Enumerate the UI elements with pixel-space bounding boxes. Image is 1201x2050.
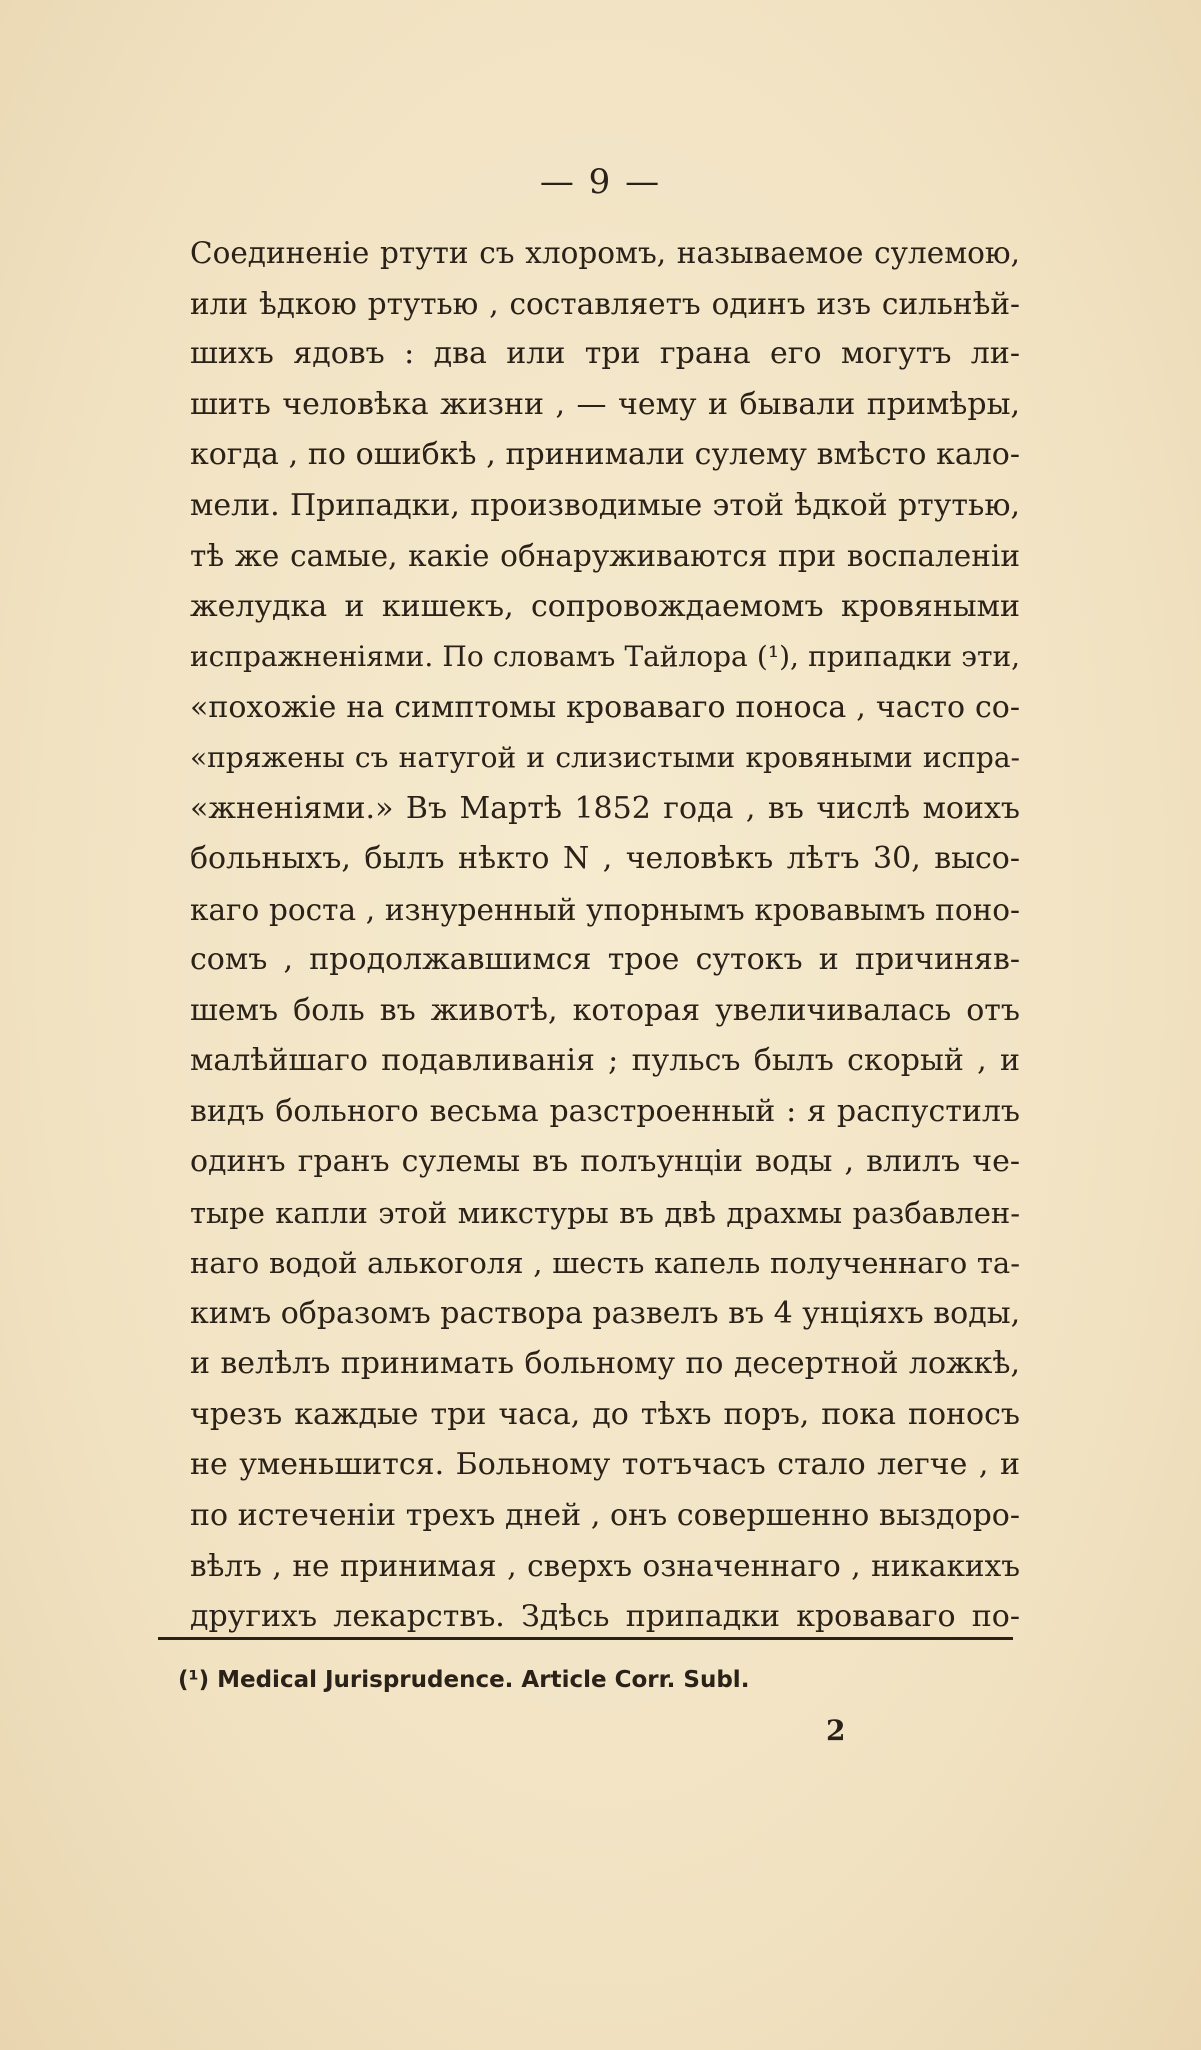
text-line: сомъ , продолжавшимся трое сутокъ и причиняв- bbox=[190, 942, 1020, 977]
text-line: шемъ боль въ животѣ, которая увеличивалась отъ bbox=[190, 992, 1020, 1028]
text-line: одинъ гранъ сулемы въ полъунціи воды , влилъ че- bbox=[190, 1144, 1020, 1179]
text-line: и велѣлъ принимать больному по десертной ложкѣ, bbox=[190, 1346, 1020, 1381]
text-line: видъ больного весьма разстроенный : я распустилъ bbox=[190, 1093, 1020, 1129]
text-line: тыре капли этой микстуры въ двѣ драхмы разбавлен- bbox=[190, 1195, 1020, 1230]
text-line: когда , по ошибкѣ , принимали сулему вмѣсто кало- bbox=[190, 437, 1020, 472]
text-line: тѣ же самые, какіе обнаруживаются при воспаленіи bbox=[190, 539, 1020, 573]
text-line: «пряжены съ натугой и слизистыми кровяными испра- bbox=[190, 741, 1020, 774]
text-line: или ѣдкою ртутью , составляетъ одинъ изъ сильнѣй- bbox=[190, 286, 1020, 321]
text-line: вѣлъ , не принимая , сверхъ означеннаго , никакихъ bbox=[190, 1549, 1020, 1583]
text-line: кимъ образомъ раствора развелъ въ 4 унціяхъ воды, bbox=[190, 1295, 1020, 1331]
page-number: — 9 — bbox=[539, 162, 662, 202]
footnote: (¹) Medical Jurisprudence. Article Corr. Subl. bbox=[178, 1667, 750, 1693]
text-line: малѣйшаго подавливанія ; пульсъ былъ скорый , и bbox=[190, 1043, 1020, 1078]
text-line: Соединеніе ртути съ хлоромъ, называемое сулемою, bbox=[190, 236, 1020, 270]
text-line: мели. Припадки, производимые этой ѣдкой ртутью, bbox=[190, 487, 1020, 523]
text-line: не уменьшится. Больному тотъчасъ стало легче , и bbox=[190, 1447, 1020, 1482]
text-line: шихъ ядовъ : два или три грана его могутъ ли- bbox=[190, 336, 1020, 371]
footnote-rule bbox=[158, 1637, 1013, 1640]
text-line: по истеченіи трехъ дней , онъ совершенно выздоро- bbox=[190, 1497, 1020, 1533]
text-line: желудка и кишекъ, сопровождаемомъ кровяными bbox=[190, 588, 1020, 624]
text-line: испражненіями. По словамъ Тайлора (¹), припадки эти, bbox=[190, 640, 1020, 673]
text-line: чрезъ каждые три часа, до тѣхъ поръ, пока поносъ bbox=[190, 1396, 1020, 1432]
body-text bbox=[190, 228, 1020, 1642]
text-line: «похожіе на симптомы кроваваго поноса , часто со- bbox=[190, 689, 1020, 725]
text-line: больныхъ, былъ нѣкто N , человѣкъ лѣтъ 30, высо- bbox=[190, 841, 1020, 876]
text-line: другихъ лекарствъ. Здѣсь припадки кроваваго по- bbox=[190, 1598, 1020, 1634]
text-line: шить человѣка жизни , — чему и бывали примѣры, bbox=[190, 386, 1020, 422]
text-line: наго водой алькоголя , шесть капель полученнаго та- bbox=[190, 1246, 1020, 1280]
text-line: каго роста , изнуренный упорнымъ кровавымъ поно- bbox=[190, 892, 1020, 927]
signature-mark: 2 bbox=[826, 1714, 846, 1747]
text-line: «жненіями.» Въ Мартѣ 1852 года , въ числѣ моихъ bbox=[190, 790, 1020, 826]
